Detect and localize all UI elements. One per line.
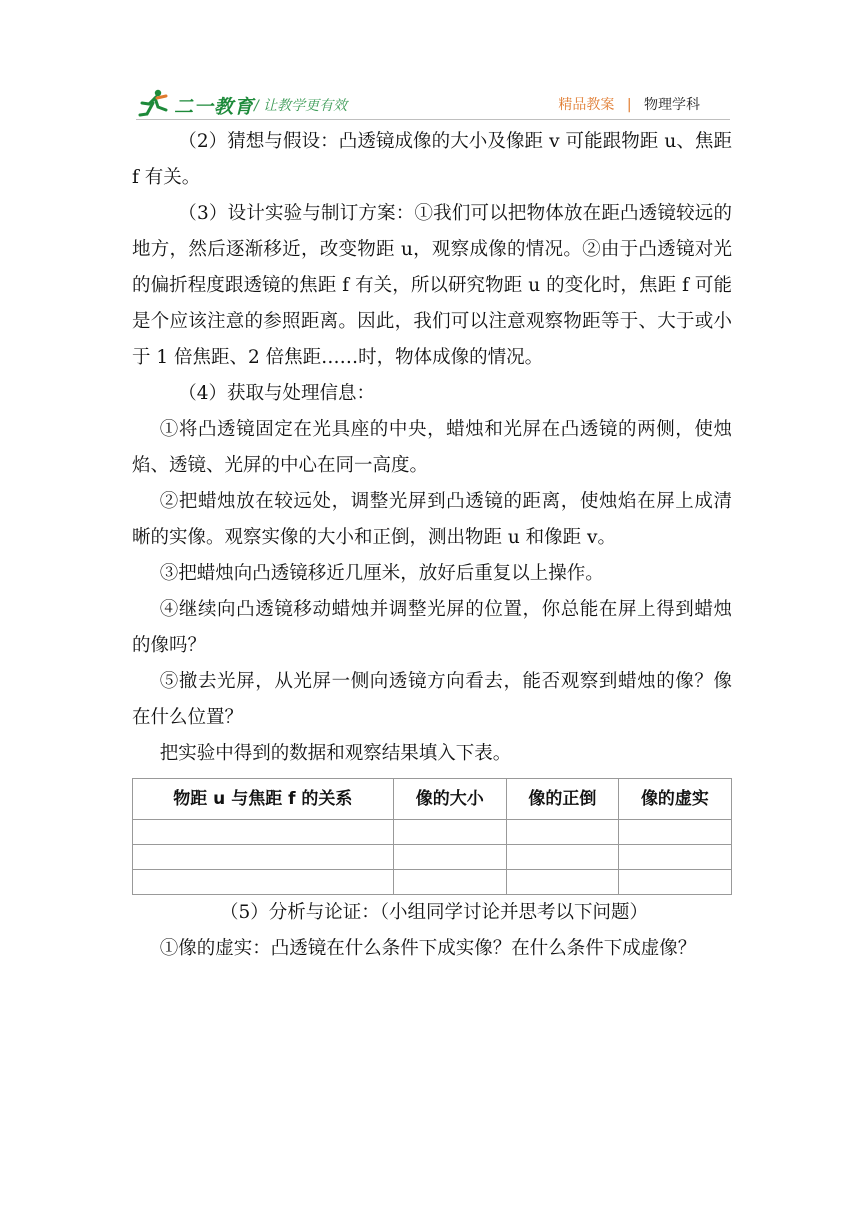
step-2: ②把蜡烛放在较远处，调整光屏到凸透镜的距离，使烛焰在屏上成清晰的实像。观察实像的大小和正倒，测出物距 u 和像距 v。 [132,491,732,548]
tag-lesson-plan: 精品教案 [558,97,615,113]
tag-separator: | [626,97,632,113]
step-3: ③把蜡烛向凸透镜移近几厘米，放好后重复以上操作。 [159,563,604,584]
table-cell[interactable] [393,820,506,845]
table-cell[interactable] [506,845,618,870]
step-5: ⑤撤去光屏，从光屏一侧向透镜方向看去，能否观察到蜡烛的像？像在什么位置？ [132,671,732,728]
header-divider [136,119,730,120]
brand-name: 二一教育 [174,96,255,118]
header-tags [558,94,700,114]
paragraph-design: （3）设计实验与制订方案：①我们可以把物体放在距凸透镜较远的地方，然后逐渐移近，改变物距 u，观察成像的情况。②由于凸透镜对光的偏折程度跟透镜的焦距 f 有关，所以研究物距 u 的变化时，焦距 f 可能是个应该注意的参照距离。因此，我们可以注意观察物距等于、大于或小于 1 倍焦距、2 倍焦距……时，物体成像的情况。 [132,203,732,368]
table-header-row [133,779,732,820]
table-header-cell: 物距 u 与焦距 f 的关系 [133,779,394,820]
table-header-cell: 像的正倒 [506,779,618,820]
table-header-cell: 像的大小 [393,779,506,820]
slogan: / 让教学更有效 [254,98,348,114]
table-cell[interactable] [618,820,731,845]
experiment-table [132,778,732,895]
table-cell[interactable] [618,845,731,870]
table-cell[interactable] [506,870,618,895]
table-row [133,820,732,845]
table-cell[interactable] [133,870,394,895]
question-real-virtual: ①像的虚实：凸透镜在什么条件下成实像？在什么条件下成虚像？ [159,938,697,959]
table-cell[interactable] [133,845,394,870]
document-body [132,124,732,967]
step-4: ④继续向凸透镜移动蜡烛并调整光屏的位置，你总能在屏上得到蜡烛的像吗？ [132,599,732,656]
table-cell[interactable] [393,845,506,870]
running-man-logo-icon [136,88,172,118]
page-header [136,86,730,120]
table-cell[interactable] [393,870,506,895]
paragraph-collect-info: （4）获取与处理信息： [178,383,376,404]
paragraph-analysis: （5）分析与论证：（小组同学讨论并思考以下问题） [220,902,649,923]
table-cell[interactable] [506,820,618,845]
table-cell[interactable] [618,870,731,895]
table-header-cell: 像的虚实 [618,779,731,820]
table-cell[interactable] [133,820,394,845]
tag-subject: 物理学科 [644,97,700,113]
table-row [133,845,732,870]
table-row [133,870,732,895]
paragraph-hypothesis: （2）猜想与假设：凸透镜成像的大小及像距 v 可能跟物距 u、焦距 f 有关。 [132,131,732,188]
step-1: ①将凸透镜固定在光具座的中央，蜡烛和光屏在凸透镜的两侧，使烛焰、透镜、光屏的中心在同一高度。 [132,419,732,476]
table-instruction: 把实验中得到的数据和观察结果填入下表。 [159,743,512,764]
